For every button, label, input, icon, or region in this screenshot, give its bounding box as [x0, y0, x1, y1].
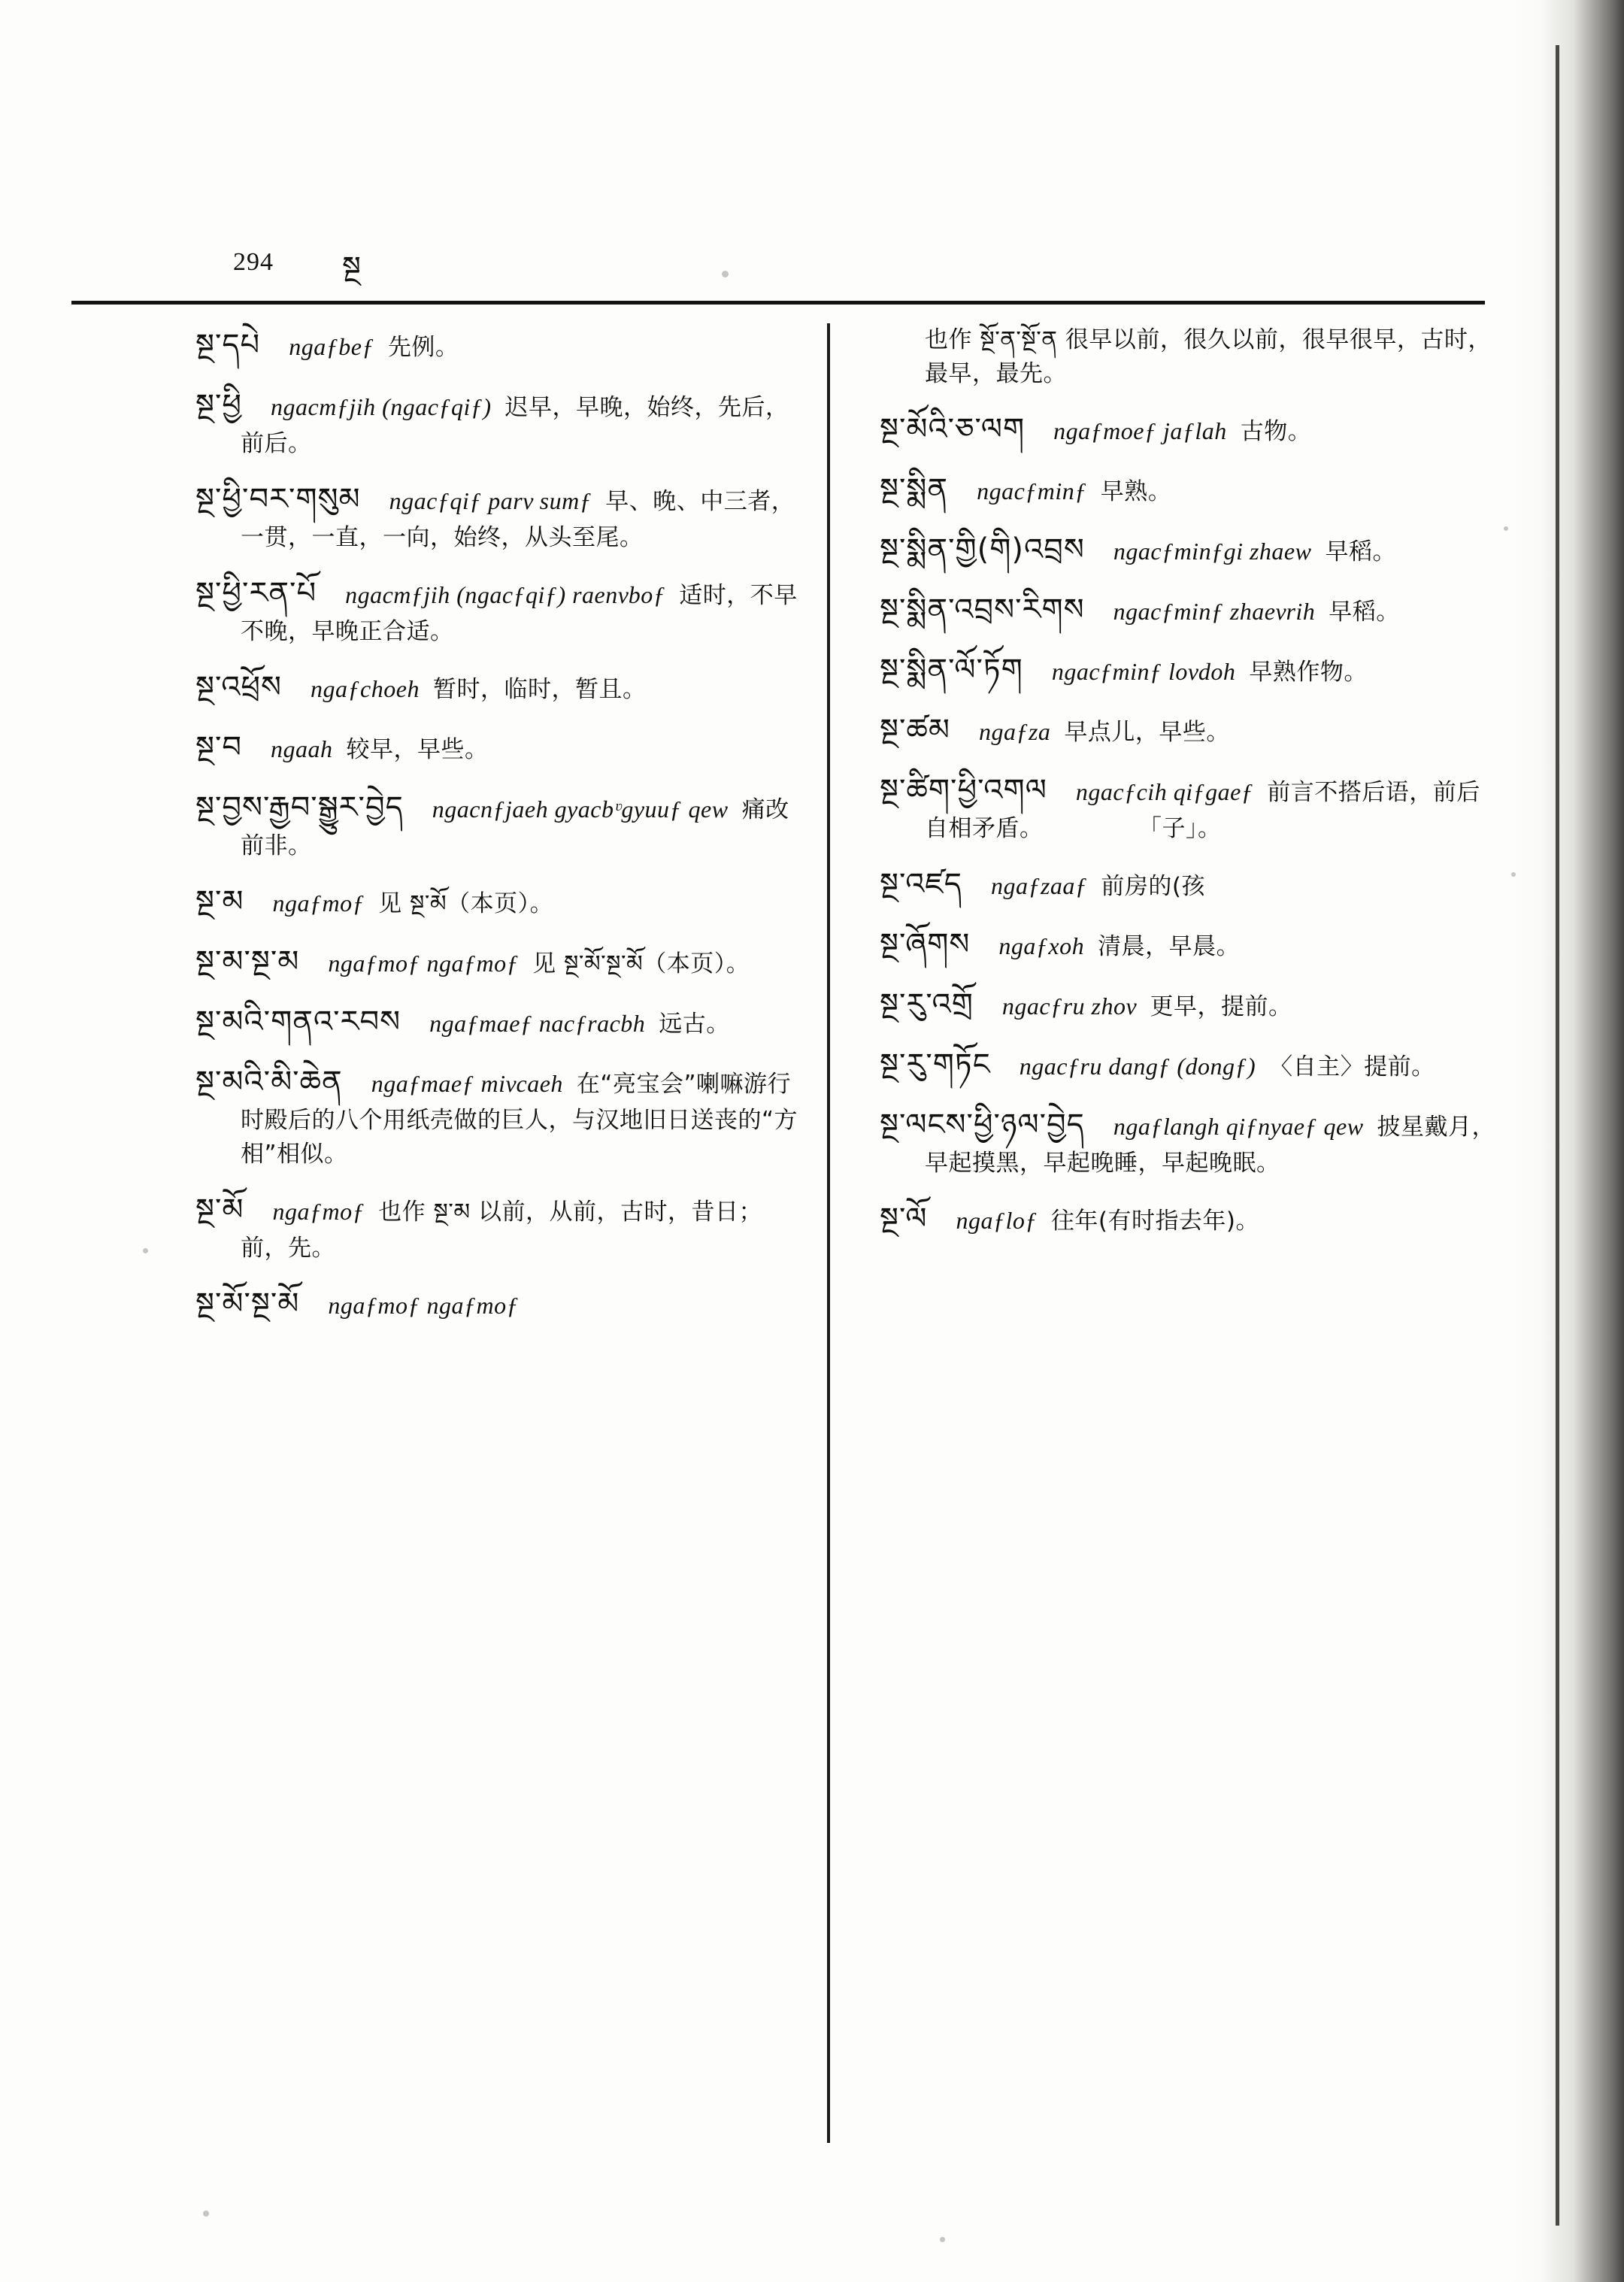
entry-gloss-chinese: 前言不搭后语，前后自相矛盾。 「子」。 [925, 778, 1480, 842]
entry-gloss-chinese: 见 སྔ་མོ་སྔ་མོ（本页）。 [532, 950, 750, 977]
dictionary-entry [195, 1060, 804, 1171]
entry-gloss-chinese: 前房的(孩 [1101, 872, 1206, 900]
entry-gloss-chinese: 较早，早些。 [346, 735, 489, 763]
entry-headword-tibetan: སྔ་མའི་མི་ཆེན [195, 1064, 343, 1099]
entry-transliteration: ngacƒqiƒ parᴠ sumƒ [389, 486, 592, 514]
entry-headword-tibetan: སྔ་ཚིག་ཕྱི་འགལ [880, 772, 1047, 808]
entry-gloss-chinese: 也作 སྔོ་ན་སྔོ་ན 很早以前，很久以前，很早很早，古时，最早，最先。 [925, 326, 1492, 387]
entry-gloss-chinese: 暂时，临时，暂且。 [432, 675, 647, 703]
entry-transliteration: ngaah [271, 735, 333, 762]
entry-headword-tibetan: སྔ་སྨིན [880, 471, 949, 507]
entry-transliteration: ngaƒlangh qiƒnyaeƒ qew [1113, 1112, 1364, 1140]
dictionary-entry [880, 408, 1496, 451]
dictionary-entry [880, 983, 1496, 1026]
entry-gloss-chinese: 也作 སྔ་མ 以前，从前，古时，昔日；前，先。 [241, 1198, 762, 1262]
entry-headword-tibetan: སྔ་མོ [195, 1192, 244, 1227]
entry-gloss-chinese: 早稻。 [1325, 538, 1396, 565]
dictionary-entry [880, 648, 1496, 692]
entry-gloss-chinese: 适时，不早不晚，早晚正合适。 [241, 581, 798, 645]
entry-transliteration: ngaƒmoƒ [272, 889, 365, 917]
entry-headword-tibetan: སྔ་ཕྱི [195, 388, 243, 423]
dictionary-entry [195, 383, 804, 461]
dictionary-entry [880, 1197, 1496, 1241]
scan-speckle [940, 2237, 945, 2242]
entry-headword-tibetan: སྔ་མ [195, 883, 244, 919]
entry-transliteration: ngacnƒjaeh gyacbᶹgyuuƒ qew [432, 795, 729, 823]
scan-speckle [1511, 872, 1516, 877]
entry-transliteration: ngaƒzaaƒ [990, 871, 1088, 899]
entry-gloss-chinese: 古物。 [1240, 417, 1312, 445]
scan-edge-line [1556, 45, 1559, 2226]
dictionary-entry [195, 726, 804, 769]
dictionary-entry [880, 862, 1496, 906]
dictionary-entry [880, 923, 1496, 966]
dictionary-entry [195, 1188, 804, 1265]
entry-transliteration: ngaƒmoƒ ngaƒmoƒ [328, 1291, 520, 1319]
entry-headword-tibetan: སྔ་མོ་སྔ་མོ [195, 1286, 300, 1321]
entry-headword-tibetan: སྔ་འཛད [880, 866, 962, 902]
entry-transliteration: ngaƒchoeh [311, 674, 420, 702]
scan-speckle [203, 2211, 209, 2217]
entry-headword-tibetan: སྔ་སྨིན་ལོ་ཏོག [880, 652, 1023, 687]
page-number: 294 [233, 248, 274, 276]
entry-headword-tibetan: སྔ་མའི་གནའ་རབས [195, 1004, 401, 1039]
dictionary-entry [195, 940, 804, 983]
entry-headword-tibetan: སྔ་སྨིན་འབྲས་རིགས [880, 592, 1085, 627]
entry-gloss-chinese: 见 སྔ་མོ（本页）。 [378, 889, 554, 917]
entry-headword-tibetan: སྔ་ཞོགས [880, 926, 971, 962]
entry-gloss-chinese: 先例。 [387, 334, 459, 361]
dictionary-entry [880, 1043, 1496, 1086]
dictionary-entry [195, 477, 804, 555]
scan-speckle [722, 271, 729, 277]
entry-transliteration: ngacƒru dangƒ (dongƒ) [1019, 1052, 1256, 1080]
entry-gloss-chinese: 远古。 [659, 1010, 730, 1038]
entry-gloss-chinese: 往年(有时指去年)。 [1050, 1207, 1260, 1235]
entry-gloss-chinese: 在“亮宝会”喇嘛游行时殿后的八个用纸壳做的巨人，与汉地旧日送丧的“方相”相似。 [241, 1070, 798, 1168]
entry-headword-tibetan: སྔ་ཕྱི་རན་པོ [195, 575, 317, 611]
entry-headword-tibetan: སྔ་རུ་འགྲོ [880, 986, 974, 1022]
entry-gloss-chinese: 早稻。 [1329, 598, 1400, 626]
entry-gloss-chinese: 清晨，早晨。 [1098, 932, 1241, 960]
dictionary-entry [195, 323, 804, 367]
dictionary-entry [880, 1103, 1496, 1180]
entry-transliteration: ngaƒxoh [998, 932, 1085, 959]
dictionary-entry [195, 1000, 804, 1044]
column-right [827, 323, 1541, 1342]
dictionary-entry [880, 708, 1496, 752]
dictionary-entry [880, 528, 1496, 571]
entry-gloss-chinese: 早点儿，早些。 [1064, 718, 1230, 746]
dictionary-entry [880, 768, 1496, 846]
entry-transliteration: ngacƒminƒgi zhaew [1113, 537, 1312, 565]
entry-transliteration: ngaƒmoƒ ngaƒmoƒ [328, 949, 520, 977]
entry-gloss-chinese: 早熟作物。 [1249, 658, 1368, 686]
entry-headword-tibetan: སྔ་མ་སྔ་མ [195, 944, 300, 979]
entry-headword-tibetan: སྔ་མོའི་ཅ་ལག [880, 411, 1026, 447]
entry-transliteration: ngacƒminƒ [977, 477, 1087, 505]
entry-transliteration: ngacƒminƒ zhaeᴠrih [1113, 597, 1316, 625]
dictionary-entry [195, 786, 804, 863]
dictionary-entry [195, 1282, 804, 1326]
entry-headword-tibetan: སྔ་སྨིན་གྱི(གི)འབྲས [880, 532, 1085, 567]
text-columns [113, 323, 1541, 1342]
entry-headword-tibetan: སྔ་བ [195, 729, 243, 765]
entry-gloss-chinese: 迟早，早晚，始终，先后，前后。 [241, 394, 789, 457]
entry-headword-tibetan: སྔ་ཚམ [880, 712, 950, 747]
entry-headword-tibetan: སྔ་རུ་གཏོང [880, 1047, 991, 1082]
dictionary-entry [195, 880, 804, 923]
entry-transliteration: ngaƒmaeƒ nacƒracbh [429, 1009, 646, 1037]
entry-transliteration: ngacƒru zhoᴠ [1001, 992, 1137, 1020]
entry-transliteration: ngacƒminƒ loᴠdoh [1051, 657, 1236, 685]
dictionary-entry [195, 571, 804, 649]
entry-gloss-chinese: 更早，提前。 [1150, 993, 1292, 1020]
entry-transliteration: ngaƒmoeƒ jaƒlah [1053, 417, 1227, 444]
entry-gloss-chinese: 早熟。 [1100, 477, 1172, 505]
scan-speckle [143, 1248, 148, 1253]
entry-transliteration: ngaƒbeƒ [289, 333, 374, 360]
entry-transliteration: ngaƒloƒ [956, 1206, 1038, 1234]
dictionary-entry [880, 588, 1496, 632]
dictionary-entry [880, 468, 1496, 511]
entry-gloss-chinese: 〈自主〉提前。 [1269, 1053, 1435, 1080]
entry-transliteration: ngacƒcih qiƒgaeƒ [1075, 777, 1254, 805]
entry-transliteration: ngaƒmoƒ [272, 1197, 365, 1225]
dictionary-entry-continuation [880, 323, 1496, 391]
entry-headword-tibetan: སྔ་ལངས་ཕྱི་ཉལ་བྱེད [880, 1107, 1085, 1142]
entry-transliteration: ngaƒza [978, 717, 1051, 745]
entry-headword-tibetan: སྔ་ཕྱི་བར་གསུམ [195, 481, 361, 517]
entry-transliteration: ngacmƒjih (ngacƒqiƒ) raenᴠboƒ [345, 580, 666, 608]
header-rule [71, 301, 1485, 305]
dictionary-entry [195, 665, 804, 709]
entry-transliteration: ngacmƒjih (ngacƒqiƒ) [271, 393, 492, 420]
running-head-tibetan: སྔ [342, 250, 361, 285]
entry-gloss-chinese: 披星戴月，早起摸黑，早起晚睡，早起晚眠。 [925, 1113, 1496, 1177]
column-left [113, 323, 827, 1342]
entry-gloss-chinese: 痛改前非。 [241, 796, 789, 859]
entry-headword-tibetan: སྔ་བྱས་རྒྱབ་སྒྱུར་བྱེད [195, 789, 404, 825]
entry-gloss-chinese: 早、晚、中三者，一贯，一直，一向，始终，从头至尾。 [241, 487, 795, 551]
scan-speckle [1504, 526, 1508, 531]
entry-transliteration: ngaƒmaeƒ miᴠcaeh [371, 1069, 563, 1097]
entry-headword-tibetan: སྔ་དཔེ [195, 328, 261, 362]
entry-headword-tibetan: སྔ་ལོ [880, 1201, 928, 1236]
entry-headword-tibetan: སྔ་འཕྲོས [195, 669, 283, 705]
